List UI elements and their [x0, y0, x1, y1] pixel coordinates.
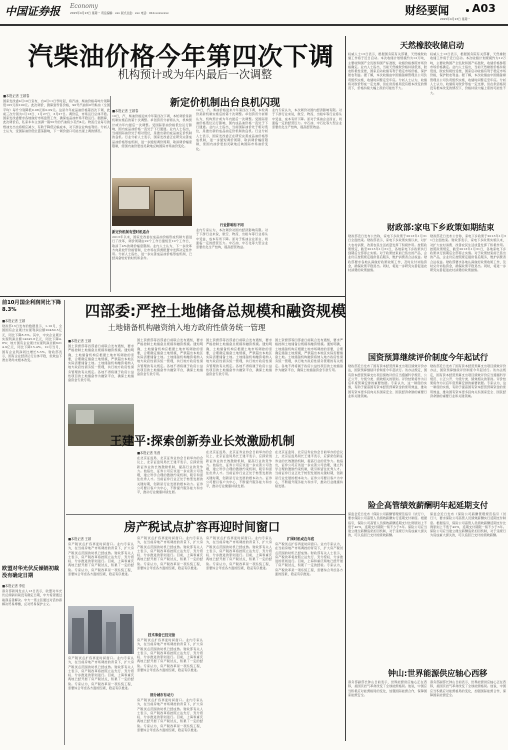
- left-box2-title: 欧盟对华光伏反倾销初裁没有确定日期: [2, 566, 60, 579]
- lead-title: 汽柴油价格今年第四次下调: [28, 42, 335, 71]
- tax-rule: [66, 514, 345, 515]
- sidebar-bot-body-col2: 财政部近日发布了国有资本经营预算支出项目绩效评价办法，国资预算继续评价制度今年起试行。该办法规定，国有资本经营预算支出项目绩效评价应当遵循科学规范、公正公开、分级分类、绩效相关的原则。评价结果将作为以后年度预算安排的重要依据。专家认为，这一制度的实施，有助于提高国有资本经营预算资金的使用效益，推动国有资本更多投向关系国家安全、国民经济命脉的重要行业和关键领域。: [430, 364, 506, 399]
- left-box2: [2, 566, 62, 746]
- tax-inner-heading2: 扩围时机或在年底: [287, 537, 315, 541]
- lead-body: 国家发改委4月10日宣布，自4月11日零时起，将汽油、柴油价格每吨分别降低105元和100元。此次调价，测算到零售价格，90号汽油和0号柴油（全国平均）每升分别降低0.08元和0.09元。这是今年成品油价格第四次下调，此前三次分别为1月13日、1月27日、3月27日。调价后，市场运行总体平稳。国家发改委要求各地做好市场监管工作，确保成品油市场平稳运行。据测算，此次调价后，私家车车主加满一箱50升的汽油将少花约4元。物流行业每月的燃油支出也将相应减少，有助于降低运输成本，对下游企业构成利好。分析人士认为，受国际油价低位震荡影响，下一调价窗口可能出现上调的情况。: [3, 99, 110, 134]
- right-meta: 2015年4月13日 星期一: [440, 17, 471, 21]
- section-dot: [466, 9, 469, 12]
- sidebar-divider: [345, 36, 346, 741]
- sidebar-small-body-col2: 保监会近日发布《保险公司薪酬管理规范指引（试行）》，要求保险公司高管人员绩效薪酬实行延期支付制度。根据指引，保险公司高管人员绩效薪酬延期支付比例原则上不低于40%，延期支付期限一般不少于3年。保险公司应当建立健全薪酬追索扣回机制，对于违规行为造成重大损失的，可以追回已支付的绩效薪酬。: [430, 512, 506, 538]
- masthead: [0, 0, 508, 30]
- tax-body-col4: 房产税试点扩容再迎时间窗口。业内专家认为，在当前房地产市场调控的背景下，扩大房产税试点范围的时机已经成熟。财政部有关人士表示，房产税改革将按照立法先行、充分授权、分步推进的原则进行。目前，上海和重庆两地已经开展了房产税试点，积累了一定的经验。专家认为，房产税改革是一项系统工程，需要综合考虑各方面的因素，稳妥有序推进。: [275, 542, 343, 577]
- sidebar-last-body: 商务部副部长钟山日前表示，世界能源供应轴心正在西移，美国页岩气革命改变了全球能源格局。他说，中国应当积极应对能源格局的变化，加强国际能源合作，保障国家能源安全。: [348, 680, 427, 697]
- wang-title: 王建平:探索创新券业长效激励机制: [110, 434, 295, 448]
- band-rule: [0, 296, 345, 297]
- sidebar-top-body: 权威人士13日表示，根据国务院有关部署，天然橡胶收储工作将于近日启动。本次收储计划规模约为12万吨，主要收购国产全乳胶和国产标准胶，收储价格参照市场价格确定。业内人士指出，当前天然橡胶价格持续低迷，胶农积极性受挫，国家启动收储有利于稳定市场价格，保护胶农利益。据了解，本次收储由中国储备棉管理总公司负责组织实施，收储时间暂定至年底。分析人士认为，收储将对胶价形成一定支撑，但在供需格局没有根本改变的情况下，价格持续大幅上涨的可能性不大。: [348, 52, 427, 91]
- left-box1-body: 财政部13日发布的数据显示，1-10月，全国国有企业累计实现利润总额20460.5亿元，同比下降8.3%。其中，中央企业累计实现利润总额14245.6亿元，同比下降4.8%；地方国有企业累计实现利润总额6214.9亿元，同比下降15.4%。10月当月，国有企业利润同比增长5.3%。财政部表示，国有企业经济运行总体平稳，但效益下滑态势尚未根本改变。: [2, 324, 62, 363]
- left-col-divider: [64, 300, 65, 745]
- tax-inner-heading1: 技术准备已经完备: [148, 633, 176, 637]
- sidebar-top-title: 天然橡胶收储启动: [400, 41, 464, 50]
- lead-byline: ■本报记者 王颖春: [3, 94, 30, 98]
- wang-body-col2: 在北京证监局、北京证券业协会日前举办的会议上，北京证监局局长王建平表示，应探索创新证券业的长效激励机制，提高行业的竞争力。他指出，证券公司应该进一步完善公司治理，建立科学合理的激励约束机制，吸引和留住优秀人才。当前证券行业正处于转型发展的关键时期，创新是行业发展的根本动力。证券公司要以客户为中心，不断提升服务能力和水平，推动行业健康持续发展。: [206, 450, 272, 489]
- buildings-photo: [68, 606, 134, 654]
- sidebar-mid-title: 财政部:家电下乡政策如期结束: [387, 223, 495, 232]
- left-box2-byline: ■本报记者 李佳: [2, 584, 26, 588]
- wang-byline: ■本报记者 朱茵: [137, 451, 161, 455]
- mid-band-body-col3: 国土资源部等四部委日前联合发布通知，要求严格控制土地储备总规模和融资规模。通知明确，土地储备机构应根据土地市场调控的需要，合理确定储备土地规模，严禁超出本地区实际需要储备土地。土地储备机构融资将纳入地方政府性债务统一管理，执行地方政府性债务管理的有关规定。各地不得将属于政府公益性项目的土地储备作为融资平台，确保土地储备资金专款专用。: [206, 338, 272, 377]
- mid-band-body-col4: 国土资源部等四部委日前联合发布通知，要求严格控制土地储备总规模和融资规模。通知明确，土地储备机构应根据土地市场调控的需要，合理确定储备土地规模，严禁超出本地区实际需要储备土地。土地储备机构融资将纳入地方政府性债务统一管理，执行地方政府性债务管理的有关规定。各地不得将属于政府公益性项目的土地储备作为融资平台，确保土地储备资金专款专用。: [275, 338, 343, 373]
- mid-band-body-col2: 国土资源部等四部委日前联合发布通知，要求严格控制土地储备总规模和融资规模。通知明确，土地储备机构应根据土地市场调控的需要，合理确定储备土地规模，严禁超出本地区实际需要储备土地。土地储备机构融资将纳入地方政府性债务统一管理，执行地方政府性债务管理的有关规定。各地不得将属于政府公益性项目的土地储备作为融资平台，确保土地储备资金专款专用。: [137, 338, 203, 377]
- article2-inner-heading1: 新定价机制有望时机适合: [112, 230, 150, 234]
- article2-inner-heading2: 行业影响有不同: [220, 223, 244, 227]
- tax-title: 房产税试点扩容再迎时间窗口: [124, 520, 281, 534]
- tax-body-b: 房产税试点扩容再迎时间窗口。业内专家认为，在当前房地产市场调控的背景下，扩大房产税试点范围的时机已经成熟。财政部有关人士表示，房产税改革将按照立法先行、充分授权、分步推进的原则进行。目前，上海和重庆两地已经开展了房产税试点，积累了一定的经验。专家认为，房产税改革是一项系统工程，需要综合考虑各方面的因素，稳妥有序推进。: [68, 656, 134, 691]
- tax-body-col2c: 房产税试点扩容再迎时间窗口。业内专家认为，在当前房地产市场调控的背景下，扩大房产税试点范围的时机已经成熟。财政部有关人士表示，房产税改革将按照立法先行、充分授权、分步推进的原则进行。目前，上海和重庆两地已经开展了房产税试点，积累了一定的经验。专家认为，房产税改革是一项系统工程，需要综合考虑各方面的因素，稳妥有序推进。: [137, 698, 203, 733]
- sidebar-bot-title: 国资预算继续评价制度今年起试行: [368, 353, 488, 362]
- masthead-meta: 2015年4月13日 星期一 责任编辑：xxx 版式总监：xxx 电话：010-xxxxxxxx: [70, 11, 169, 15]
- wang-body: 在北京证监局、北京证券业协会日前举办的会议上，北京证监局局长王建平表示，应探索创新证券业的长效激励机制，提高行业的竞争力。他指出，证券公司应该进一步完善公司治理，建立科学合理的激励约束机制，吸引和留住优秀人才。当前证券行业正处于转型发展的关键时期，创新是行业发展的根本动力。证券公司要以客户为中心，不断提升服务能力和水平，推动行业健康持续发展。: [137, 456, 203, 495]
- mid-band-byline: ■本报记者 王颖: [68, 339, 92, 343]
- sidebar-bot-body: 财政部近日发布了国有资本经营预算支出项目绩效评价办法，国资预算继续评价制度今年起试行。该办法规定，国有资本经营预算支出项目绩效评价应当遵循科学规范、公正公开、分级分类、绩效相关的原则。评价结果将作为以后年度预算安排的重要依据。专家认为，这一制度的实施，有助于提高国有资本经营预算资金的使用效益，推动国有资本更多投向关系国家安全、国民经济命脉的重要行业和关键领域。: [348, 364, 427, 399]
- left-box1: [2, 300, 62, 560]
- left-box1-title: 前10月国企利润同比下降8.3%: [2, 300, 62, 313]
- mid-band-title: 四部委:严控土地储备总规模和融资规模: [85, 302, 347, 320]
- wang-body-col3: 在北京证监局、北京证券业协会日前举办的会议上，北京证监局局长王建平表示，应探索创新证券业的长效激励机制，提高行业的竞争力。他指出，证券公司应该进一步完善公司治理，建立科学合理的激励约束机制，吸引和留住优秀人才。当前证券行业正处于转型发展的关键时期，创新是行业发展的根本动力。证券公司要以客户为中心，不断提升服务能力和水平，推动行业健康持续发展。: [275, 450, 343, 489]
- section-name: 财经要闻: [405, 4, 449, 17]
- mid-band-body: 国土资源部等四部委日前联合发布通知，要求严格控制土地储备总规模和融资规模。通知明确，土地储备机构应根据土地市场调控的需要，合理确定储备土地规模，严禁超出本地区实际需要储备土地。土地储备机构融资将纳入地方政府性债务统一管理，执行地方政府性债务管理的有关规定。各地不得将属于政府公益性项目的土地储备作为融资平台，确保土地储备资金专款专用。: [68, 344, 134, 383]
- left-box2-body: 商务部新闻发言人13日表示，欧盟对华光伏反倾销初裁没有确定日期，中方希望通过磋商妥善解决。中方一贯主张通过对话协商解决贸易摩擦，反对贸易保护主义。: [2, 589, 62, 606]
- tax-body-col2b: 房产税试点扩容再迎时间窗口。业内专家认为，在当前房地产市场调控的背景下，扩大房产税试点范围的时机已经成熟。财政部有关人士表示，房产税改革将按照立法先行、充分授权、分步推进的原则进行。目前，上海和重庆两地已经开展了房产税试点，积累了一定的经验。专家认为，房产税改革是一项系统工程，需要综合考虑各方面的因素，稳妥有序推进。: [137, 638, 203, 673]
- article2-byline: ■本报记者 王颖春: [112, 109, 139, 113]
- sidebar-top-body-col2: 权威人士13日表示，根据国务院有关部署，天然橡胶收储工作将于近日启动。本次收储计划规模约为12万吨，主要收购国产全乳胶和国产标准胶，收储价格参照市场价格确定。业内人士指出，当前天然橡胶价格持续低迷，胶农积极性受挫，国家启动收储有利于稳定市场价格，保护胶农利益。据了解，本次收储由中国储备棉管理总公司负责组织实施，收储时间暂定至年底。分析人士认为，收储将对胶价形成一定支撑，但在供需格局没有根本改变的情况下，价格持续大幅上涨的可能性不大。: [430, 52, 506, 95]
- sidebar-small-title: 险企高管绩效薪酬明年起延期支付: [368, 501, 488, 510]
- sidebar-last-title: 钟山:世界能源供应轴心西移: [388, 669, 488, 678]
- sidebar-mid-body-col2: 财政部近日发布公告称，家电下乡政策于2013年1月31日全面结束。财政部表示，家电下乡政策实施以来，对扩大农村消费、改善农民生活质量发挥了积极作用。按照政策规定，截至2013年1月31日，各地家电下乡政策执行到期后全部停止实施。对于政策结束前已售出的产品，企业仍应按照规定提供售后服务，维护消费者合法权益。财政部要求各地认真做好政策收尾工作，及时兑付补贴资金，确保政策平稳退出。同时，将进一步研究完善促进农村消费的政策措施。: [430, 234, 506, 273]
- article2-body3: 业内专家认为，本次调价对国内经济影响有限。对于下游行业来说，航空、物流、出租车等行业将从中受益，成本有所下降。而对于炼油企业而言，则面临一定的经营压力。中石油、中石化等大型企业需要优化生产结构，提高经营效益。: [196, 228, 268, 250]
- sidebar-small-body: 保监会近日发布《保险公司薪酬管理规范指引（试行）》，要求保险公司高管人员绩效薪酬实行延期支付制度。根据指引，保险公司高管人员绩效薪酬延期支付比例原则上不低于40%，延期支付期限一般不少于3年。保险公司应当建立健全薪酬追索扣回机制，对于违规行为造成重大损失的，可以追回已支付的绩效薪酬。: [348, 512, 427, 538]
- article2-body-col2: 10日，汽、柴油价格迎来今年第四次下调，本轮调价是新机制实施后的第十次调整。卓创资讯分析师认为，机构预计或为年内最后一次调整。受国际原油价格低位运行影响，国内成品油价格一直处于下行通道。业内人士指出，当前国际油价处于相对低位，是推出新的成品油定价机制的良机。行业分析人士表示，国家发改委正在研究完善成品油价格形成机制，进一步缩短调价周期、取消调价幅度限制，使国内油价更加灵敏地反映国际市场油价变化。: [196, 108, 268, 151]
- tax-body-col2: 房产税试点扩容再迎时间窗口。业内专家认为，在当前房地产市场调控的背景下，扩大房产税试点范围的时机已经成熟。财政部有关人士表示，房产税改革将按照立法先行、充分授权、分步推进的原则进行。目前，上海和重庆两地已经开展了房产税试点，积累了一定的经验。专家认为，房产税改革是一项系统工程，需要综合考虑各方面的因素，稳妥有序推进。: [137, 536, 203, 571]
- article2-body-col3: 业内专家认为，本次调价对国内经济影响有限。对于下游行业来说，航空、物流、出租车等行业将从中受益，成本有所下降。而对于炼油企业而言，则面临一定的经营压力。中石油、中石化等大型企业需要优化生产结构，提高经营效益。: [272, 108, 342, 130]
- page-number: A03: [472, 2, 496, 15]
- sidebar-last-body-col2: 商务部副部长钟山日前表示，世界能源供应轴心正在西移，美国页岩气革命改变了全球能源格局。他说，中国应当积极应对能源格局的变化，加强国际能源合作，保障国家能源安全。: [430, 680, 506, 697]
- left-box1-byline: ■本报记者 王颖: [2, 319, 26, 323]
- lead-subtitle: 机构预计或为年内最后一次调整: [118, 68, 272, 81]
- logo: 中国证券报: [5, 5, 60, 18]
- tax-body: 房产税试点扩容再迎时间窗口。业内专家认为，在当前房地产市场调控的背景下，扩大房产税试点范围的时机已经成熟。财政部有关人士表示，房产税改革将按照立法先行、充分授权、分步推进的原则进行。目前，上海和重庆两地已经开展了房产税试点，积累了一定的经验。专家认为，房产税改革是一项系统工程，需要综合考虑各方面的因素，稳妥有序推进。: [68, 542, 134, 577]
- tax-body-col3: 房产税试点扩容再迎时间窗口。业内专家认为，在当前房地产市场调控的背景下，扩大房产税试点范围的时机已经成熟。财政部有关人士表示，房产税改革将按照立法先行、充分授权、分步推进的原则进行。目前，上海和重庆两地已经开展了房产税试点，积累了一定的经验。专家认为，房产税改革是一项系统工程，需要综合考虑各方面的因素，稳妥有序推进。: [206, 536, 272, 571]
- col-sep-1: [110, 96, 111, 292]
- masthead-rule: [0, 24, 508, 26]
- sidebar-mid-body: 财政部近日发布公告称，家电下乡政策于2013年1月31日全面结束。财政部表示，家电下乡政策实施以来，对扩大农村消费、改善农民生活质量发挥了积极作用。按照政策规定，截至2013年1月31日，各地家电下乡政策执行到期后全部停止实施。对于政策结束前已售出的产品，企业仍应按照规定提供售后服务，维护消费者合法权益。财政部要求各地认真做好政策收尾工作，及时兑付补贴资金，确保政策平稳退出。同时，将进一步研究完善促进农村消费的政策措施。: [348, 234, 427, 273]
- article2-body2: 2013年以来，国家发改委在成品油价格形成机制方面进行了改革，调价周期由22个工作日缩短至10个工作日，取消了4%的调价幅度限制。业内人士认为，下一步改革方向是放开价格管制，让市场在资源配置中发挥决定性作用。分析人士指出，进一步完善成品油价格形成机制，已经具备较好的时机和条件。: [112, 235, 192, 261]
- article2-body: 10日，汽、柴油价格迎来今年第四次下调，本轮调价是新机制实施后的第十次调整。卓创资讯分析师认为，机构预计或为年内最后一次调整。受国际原油价格低位运行影响，国内成品油价格一直处于下行通道。业内人士指出，当前国际油价处于相对低位，是推出新的成品油定价机制的良机。行业分析人士表示，国家发改委正在研究完善成品油价格形成机制，进一步缩短调价周期、取消调价幅度限制，使国内油价更加灵敏地反映国际市场油价变化。: [112, 114, 192, 149]
- logo-en: Economy: [70, 3, 98, 10]
- mid-band-subtitle: 土地储备机构融资纳入地方政府性债务统一管理: [108, 323, 266, 332]
- article2-title: 新定价机制出台良机闪现: [170, 98, 280, 109]
- tax-byline: ■本报记者 王颖: [68, 537, 92, 541]
- gas-station-photo: [112, 178, 192, 226]
- tax-inner-heading3: 部分城市有动力: [150, 693, 174, 697]
